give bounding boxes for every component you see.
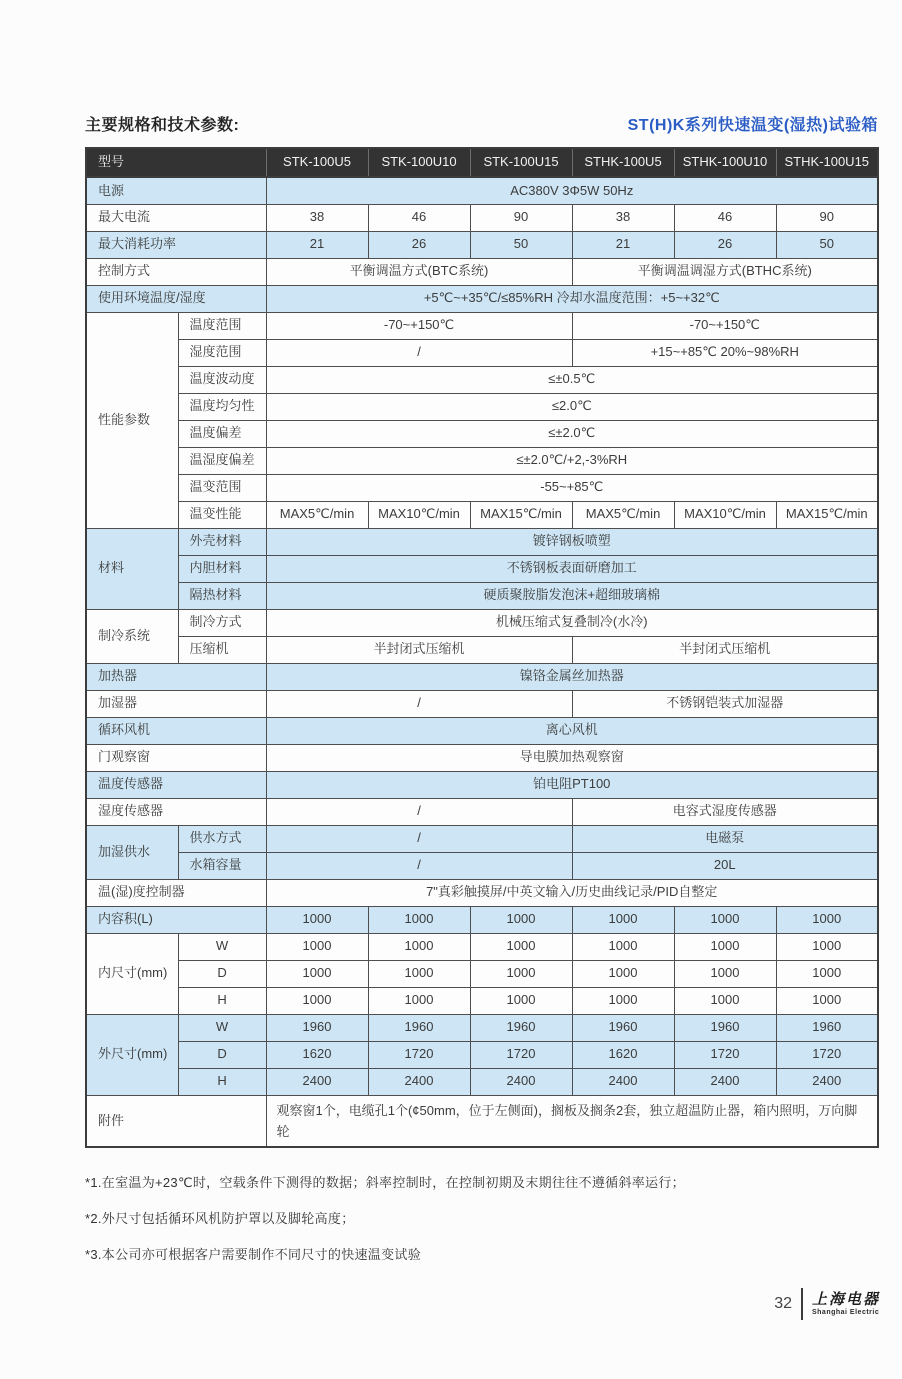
sub-label: 隔热材料: [178, 582, 266, 609]
row-label: 内容积(L): [86, 906, 266, 933]
sub-label: 制冷方式: [178, 609, 266, 636]
cell-value: MAX10℃/min: [674, 501, 776, 528]
row-cooling-method: [86, 609, 878, 636]
row-temp-humidity-deviation: [86, 447, 878, 474]
cell-value: MAX5℃/min: [572, 501, 674, 528]
row-label: 门观察窗: [86, 744, 266, 771]
cell-value: 1000: [572, 933, 674, 960]
row-label: 循环风机: [86, 717, 266, 744]
row-control-mode: [86, 258, 878, 285]
footnote-2: *2.外尺寸包括循环风机防护罩以及脚轮高度；: [85, 1211, 355, 1227]
cell-value: 半封闭式压缩机: [572, 636, 878, 663]
cell-value: 1000: [776, 987, 878, 1014]
cell-value: 1000: [368, 933, 470, 960]
row-power: [86, 177, 878, 204]
cell-value: 1720: [776, 1041, 878, 1068]
cell-value: -55~+85℃: [266, 474, 878, 501]
cell-value: 1000: [266, 960, 368, 987]
cell-value: 离心风机: [266, 717, 878, 744]
row-label: 最大消耗功率: [86, 231, 266, 258]
group-label-refrigeration: 制冷系统: [86, 609, 178, 663]
cell-value: 38: [572, 204, 674, 231]
cell-value: 1000: [368, 906, 470, 933]
cell-value: 1960: [674, 1014, 776, 1041]
cell-value: 平衡调温调湿方式(BTHC系统): [572, 258, 878, 285]
row-temp-deviation: [86, 420, 878, 447]
cell-value: 1000: [674, 987, 776, 1014]
cell-value: 20L: [572, 852, 878, 879]
row-controller: [86, 879, 878, 906]
cell-value: 1000: [572, 906, 674, 933]
cell-value: 90: [776, 204, 878, 231]
cell-value: ≤±2.0℃/+2,-3%RH: [266, 447, 878, 474]
sub-label: D: [178, 1041, 266, 1068]
sub-label: 温度范围: [178, 312, 266, 339]
cell-value: /: [266, 852, 572, 879]
row-label: 温(湿)度控制器: [86, 879, 266, 906]
sub-label: 温度波动度: [178, 366, 266, 393]
cell-value: 不锈钢铠装式加湿器: [572, 690, 878, 717]
cell-value: 1000: [266, 933, 368, 960]
row-ramp-performance: [86, 501, 878, 528]
cell-value: +5℃~+35℃/≤85%RH 冷却水温度范围：+5~+32℃: [266, 285, 878, 312]
cell-value: 半封闭式压缩机: [266, 636, 572, 663]
cell-value: 1960: [572, 1014, 674, 1041]
cell-value: 2400: [266, 1068, 368, 1095]
row-temp-fluctuation: [86, 366, 878, 393]
sub-label: H: [178, 987, 266, 1014]
cell-value: 7"真彩触摸屏/中英文输入/历史曲线记录/PID自整定: [266, 879, 878, 906]
row-ramp-range: [86, 474, 878, 501]
row-label: 附件: [86, 1095, 266, 1147]
cell-value: 导电膜加热观察窗: [266, 744, 878, 771]
cell-value: 2400: [470, 1068, 572, 1095]
cell-value: 50: [776, 231, 878, 258]
cell-value: /: [266, 339, 572, 366]
row-accessories: [86, 1095, 878, 1147]
sub-label: 温变范围: [178, 474, 266, 501]
cell-value: 2400: [368, 1068, 470, 1095]
cell-value: /: [266, 825, 572, 852]
row-max-power: [86, 231, 878, 258]
row-compressor: [86, 636, 878, 663]
group-label-inner-dim: 内尺寸(mm): [86, 933, 178, 1014]
footnote-1: *1.在室温为+23℃时，空载条件下测得的数据；斜率控制时，在控制初期及末期往往不遵循斜率运行；: [85, 1175, 685, 1191]
row-humidity-sensor: [86, 798, 878, 825]
sub-label: W: [178, 1014, 266, 1041]
row-label: 加热器: [86, 663, 266, 690]
row-label: 最大电流: [86, 204, 266, 231]
model-header: STK-100U5: [266, 148, 368, 177]
row-temp-range: [86, 312, 878, 339]
row-inner-h: [86, 987, 878, 1014]
cell-value: 1960: [776, 1014, 878, 1041]
row-max-current: [86, 204, 878, 231]
group-label-performance: 性能参数: [86, 312, 178, 528]
cell-value: MAX10℃/min: [368, 501, 470, 528]
footnotes: [85, 1172, 878, 1263]
row-ambient: [86, 285, 878, 312]
model-header: STHK-100U15: [776, 148, 878, 177]
group-label-materials: 材料: [86, 528, 178, 609]
row-shell-material: [86, 528, 878, 555]
row-label: 湿度传感器: [86, 798, 266, 825]
cell-value: 1000: [674, 933, 776, 960]
cell-value: 硬质聚胺脂发泡沫+超细玻璃棉: [266, 582, 878, 609]
cell-value: +15~+85℃ 20%~98%RH: [572, 339, 878, 366]
sub-label: H: [178, 1068, 266, 1095]
brand-logo-text: 上海电器: [811, 1291, 880, 1308]
title-bar: [85, 112, 878, 135]
cell-value: 1000: [470, 906, 572, 933]
cell-value: ≤±0.5℃: [266, 366, 878, 393]
cell-value: 1000: [572, 987, 674, 1014]
row-outer-w: [86, 1014, 878, 1041]
cell-value: 观察窗1个，电缆孔1个(¢50mm，位于左侧面)，搁板及搁条2套，独立超温防止器，箱内照明，万向脚轮: [266, 1095, 878, 1147]
cell-value: 1620: [572, 1041, 674, 1068]
cell-value: 90: [470, 204, 572, 231]
group-label-water-supply: 加湿供水: [86, 825, 178, 879]
cell-value: MAX5℃/min: [266, 501, 368, 528]
cell-value: 46: [368, 204, 470, 231]
cell-value: 1000: [776, 960, 878, 987]
cell-value: 1000: [470, 960, 572, 987]
cell-value: 46: [674, 204, 776, 231]
cell-value: MAX15℃/min: [470, 501, 572, 528]
cell-value: ≤2.0℃: [266, 393, 878, 420]
row-water-method: [86, 825, 878, 852]
row-label: 温度传感器: [86, 771, 266, 798]
cell-value: 50: [470, 231, 572, 258]
brand-logo: [812, 1292, 880, 1316]
cell-value: 1000: [266, 987, 368, 1014]
cell-value: 铂电阻PT100: [266, 771, 878, 798]
sub-label: 压缩机: [178, 636, 266, 663]
page-title: 主要规格和技术参数:: [85, 117, 240, 134]
sub-label: 温度均匀性: [178, 393, 266, 420]
row-label: 加湿器: [86, 690, 266, 717]
row-inner-w: [86, 933, 878, 960]
cell-value: 1720: [368, 1041, 470, 1068]
cell-value: 1000: [776, 933, 878, 960]
cell-value: AC380V 3Φ5W 50Hz: [266, 177, 878, 204]
row-temp-uniformity: [86, 393, 878, 420]
page-footer: [774, 1288, 880, 1320]
sub-label: 内胆材料: [178, 555, 266, 582]
cell-value: 26: [368, 231, 470, 258]
row-label: 控制方式: [86, 258, 266, 285]
page-number: 32: [774, 1295, 792, 1312]
cell-value: 1960: [470, 1014, 572, 1041]
row-door-window: [86, 744, 878, 771]
cell-value: 1000: [266, 906, 368, 933]
sub-label: 温度偏差: [178, 420, 266, 447]
sub-label: 外壳材料: [178, 528, 266, 555]
model-header: STHK-100U5: [572, 148, 674, 177]
model-header: STHK-100U10: [674, 148, 776, 177]
sub-label: 供水方式: [178, 825, 266, 852]
cell-value: 不锈钢板表面研磨加工: [266, 555, 878, 582]
series-title: ST(H)K系列快速温变(湿热)试验箱: [627, 117, 878, 134]
cell-value: 1000: [674, 906, 776, 933]
cell-value: 镀锌钢板喷塑: [266, 528, 878, 555]
cell-value: 电容式湿度传感器: [572, 798, 878, 825]
cell-value: -70~+150℃: [266, 312, 572, 339]
cell-value: 1000: [674, 960, 776, 987]
sub-label: 湿度范围: [178, 339, 266, 366]
cell-value: 1000: [470, 933, 572, 960]
cell-value: MAX15℃/min: [776, 501, 878, 528]
cell-value: 镍铬金属丝加热器: [266, 663, 878, 690]
model-header: STK-100U15: [470, 148, 572, 177]
cell-value: 2400: [674, 1068, 776, 1095]
cell-value: 21: [572, 231, 674, 258]
cell-value: 1620: [266, 1041, 368, 1068]
cell-value: 1720: [674, 1041, 776, 1068]
cell-value: ≤±2.0℃: [266, 420, 878, 447]
row-volume: [86, 906, 878, 933]
model-header: STK-100U10: [368, 148, 470, 177]
model-header-row: [86, 148, 878, 177]
cell-value: 2400: [776, 1068, 878, 1095]
footer-divider: [801, 1288, 803, 1320]
cell-value: 26: [674, 231, 776, 258]
row-liner-material: [86, 555, 878, 582]
row-humidity-range: [86, 339, 878, 366]
model-header-label: 型号: [86, 148, 266, 177]
row-inner-d: [86, 960, 878, 987]
brand-logo-subtext: Shanghai Electric: [811, 1309, 880, 1316]
row-heater: [86, 663, 878, 690]
row-fan: [86, 717, 878, 744]
cell-value: 21: [266, 231, 368, 258]
row-water-tank: [86, 852, 878, 879]
cell-value: /: [266, 690, 572, 717]
cell-value: 机械压缩式复叠制冷(水冷): [266, 609, 878, 636]
cell-value: 电磁泵: [572, 825, 878, 852]
sub-label: 温变性能: [178, 501, 266, 528]
cell-value: 1720: [470, 1041, 572, 1068]
cell-value: -70~+150℃: [572, 312, 878, 339]
cell-value: 1000: [572, 960, 674, 987]
cell-value: /: [266, 798, 572, 825]
cell-value: 1960: [368, 1014, 470, 1041]
row-humidifier: [86, 690, 878, 717]
row-label: 使用环境温度/湿度: [86, 285, 266, 312]
row-insulation-material: [86, 582, 878, 609]
row-label: 电源: [86, 177, 266, 204]
cell-value: 平衡调温方式(BTC系统): [266, 258, 572, 285]
cell-value: 1000: [368, 960, 470, 987]
cell-value: 1960: [266, 1014, 368, 1041]
row-outer-h: [86, 1068, 878, 1095]
sub-label: W: [178, 933, 266, 960]
cell-value: 38: [266, 204, 368, 231]
row-outer-d: [86, 1041, 878, 1068]
row-temp-sensor: [86, 771, 878, 798]
sub-label: 温湿度偏差: [178, 447, 266, 474]
cell-value: 1000: [470, 987, 572, 1014]
cell-value: 1000: [776, 906, 878, 933]
group-label-outer-dim: 外尺寸(mm): [86, 1014, 178, 1095]
spec-table: [85, 147, 879, 1148]
footnote-3: *3.本公司亦可根据客户需要制作不同尺寸的快速温变试验: [85, 1247, 422, 1263]
sub-label: D: [178, 960, 266, 987]
cell-value: 1000: [368, 987, 470, 1014]
sub-label: 水箱容量: [178, 852, 266, 879]
cell-value: 2400: [572, 1068, 674, 1095]
